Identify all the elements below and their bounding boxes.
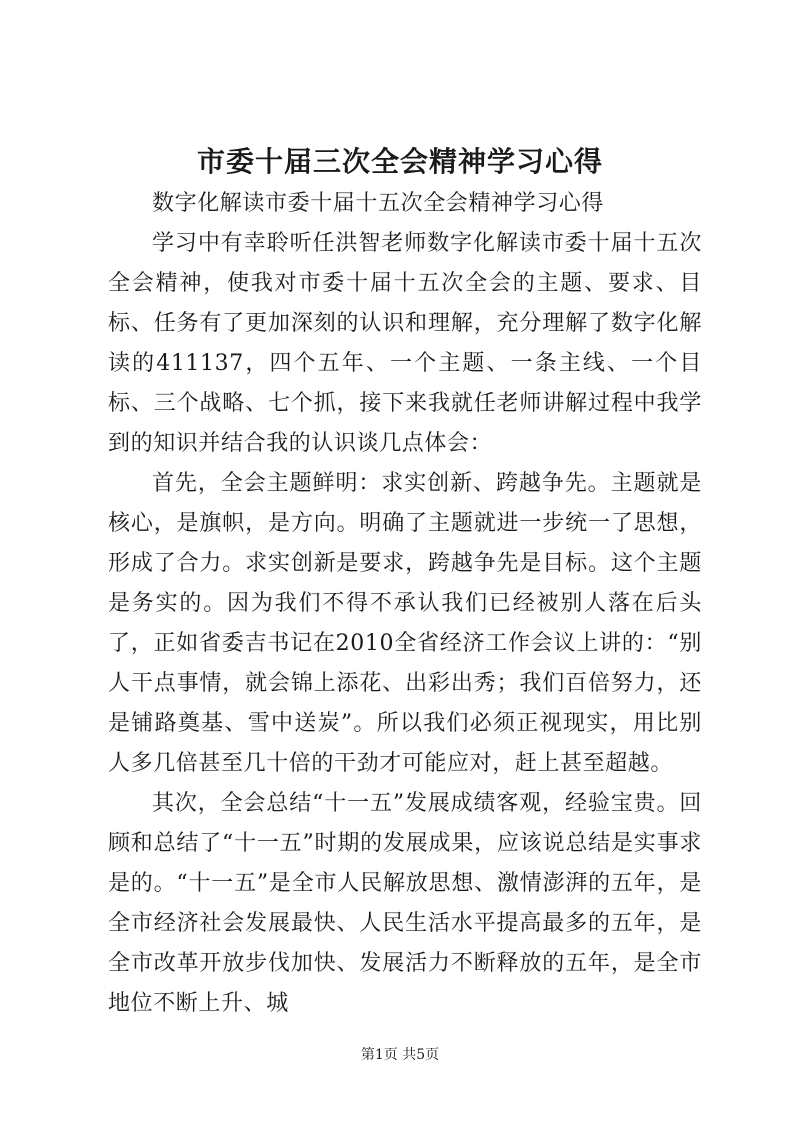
paragraph-first: 首先，全会主题鲜明：求实创新、跨越争先。主题就是核心，是旗帜，是方向。明确了主题就进一步统一了思想，形成了合力。求实创新是要求，跨越争先是目标。这个主题是务实的。因为我们不得不承认我们已经被别人落在后头了，正如省委吉书记在2010全省经济工作会议上讲的：“别人干点事情，就会锦上添花、出彩出秀；我们百倍努力，还是铺路奠基、雪中送炭”。所以我们必须正视现实，用比别人多几倍甚至几十倍的干劲才可能应对，赶上甚至超越。 <box>108 471 702 776</box>
paragraph-intro: 学习中有幸聆听任洪智老师数字化解读市委十届十五次全会精神，使我对市委十届十五次全会的主题、要求、目标、任务有了更加深刻的认识和理解，充分理解了数字化解读的411137，四个五年、一个主题、一条主线、一个目标、三个战略、七个抓，接下来我就任老师讲解过程中我学到的知识并结合我的认识谈几点体会： <box>108 231 702 456</box>
document-title: 市委十届三次全会精神学习心得 <box>196 145 603 178</box>
document-body <box>108 184 702 1024</box>
paragraph-subtitle: 数字化解读市委十届十五次全会精神学习心得 <box>152 191 605 216</box>
paragraph-second: 其次，全会总结“十一五”发展成绩客观，经验宝贵。回顾和总结了“十一五”时期的发展成果，应该说总结是实事求是的。“十一五”是全市人民解放思想、激情澎湃的五年，是全市经济社会发展最快、人民生活水平提高最多的五年，是全市改革开放步伐加快、发展活力不断释放的五年，是全市地位不断上升、城 <box>108 791 702 1016</box>
page-footer: 第1页 共5页 <box>360 1047 440 1063</box>
